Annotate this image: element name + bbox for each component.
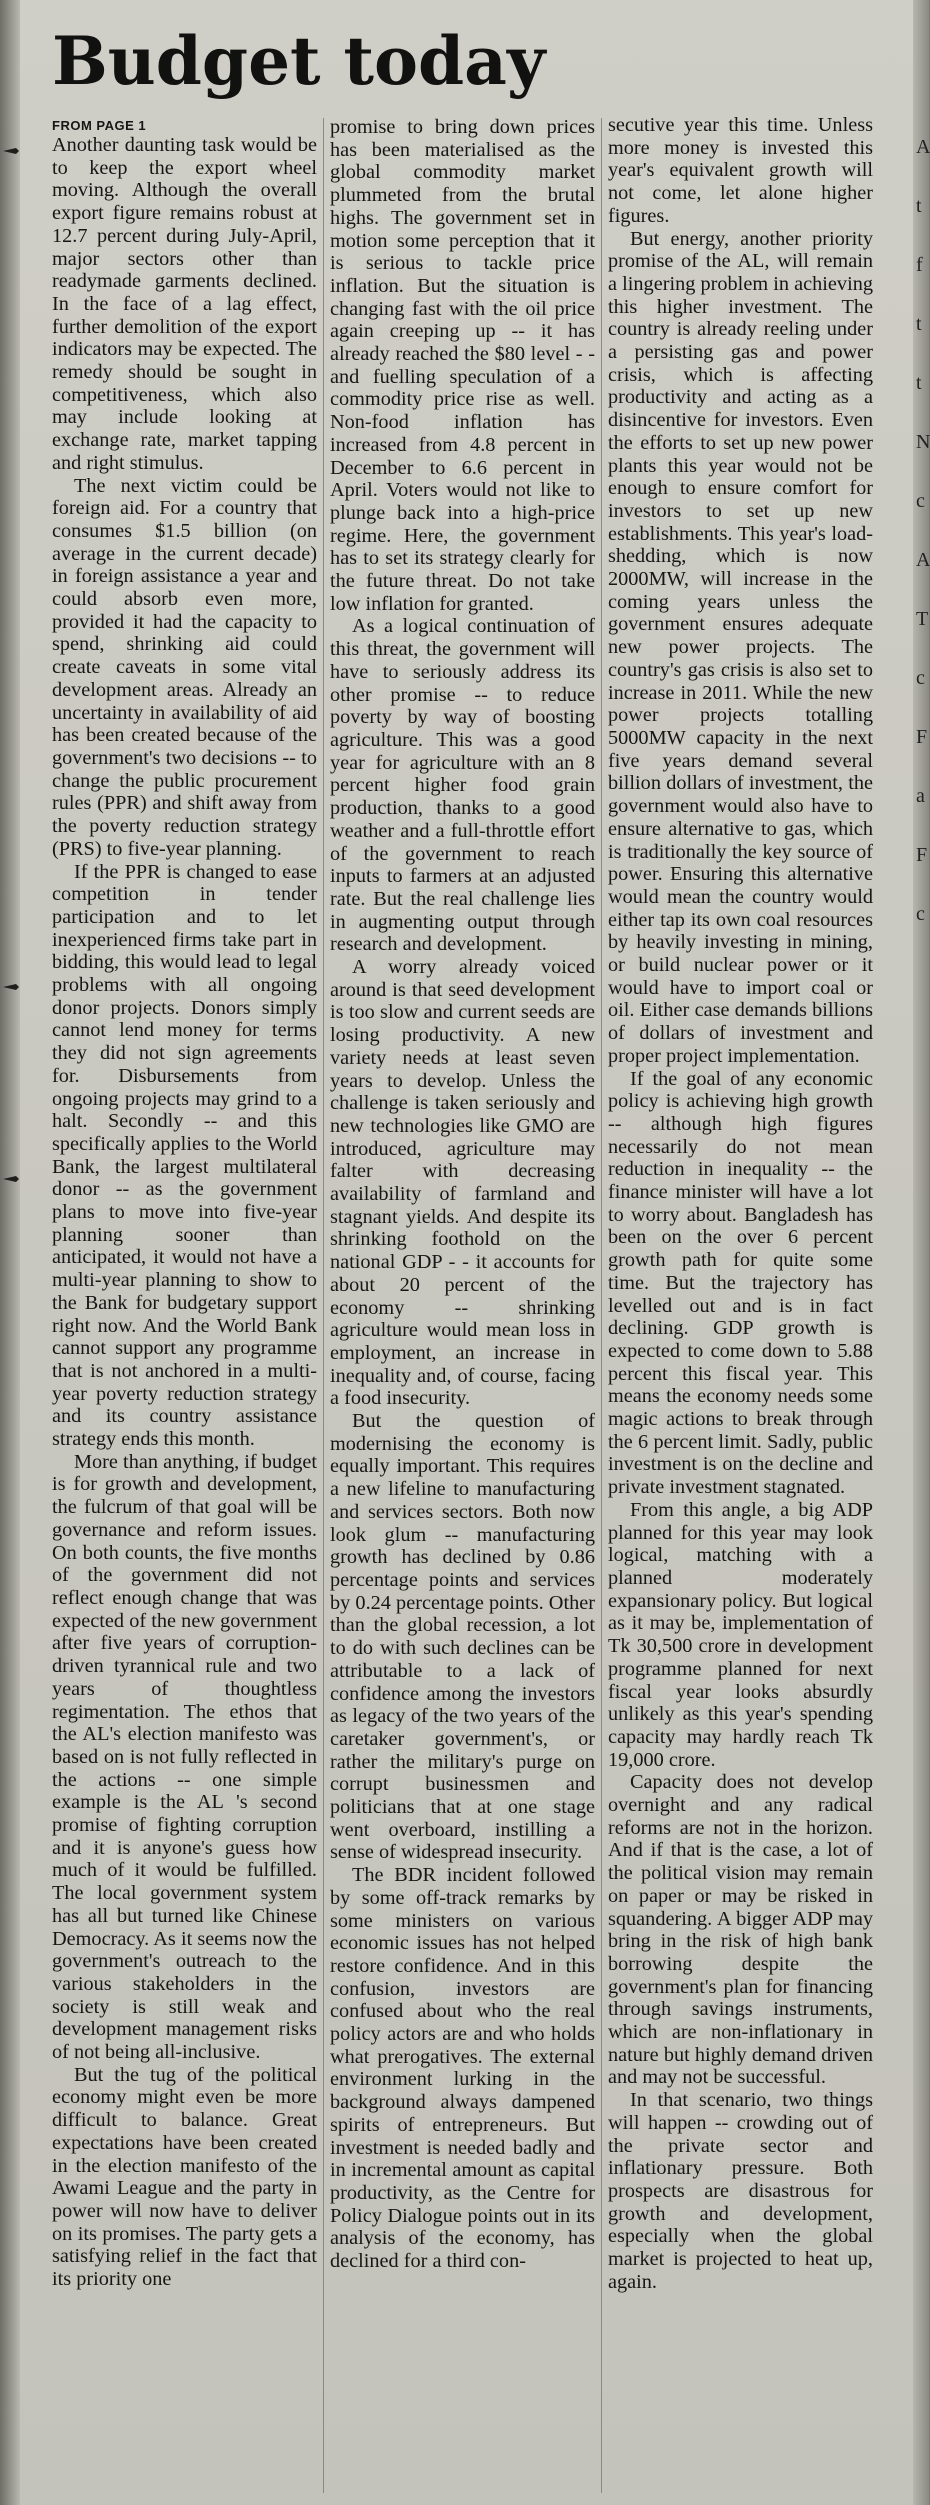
fragment-letter: N: [916, 431, 930, 453]
paragraph: The next victim could be foreign aid. For a country that consumes $1.5 billion (on average in the current decade) in foreign assistance a year and could absorb even more, provided it had the capacity to spend, shrinking aid could create caveats in some vital development areas. Already an uncertainty in availability of aid has been created because of the government's two decisions -- to change the public procurement rules (PPR) and shift away from the poverty reduction strategy (PRS) to five-year planning.: [52, 474, 317, 860]
paragraph: More than anything, if budget is for growth and development, the fulcrum of that goal will be governance and reform issues. On both counts, the five months of the government did not reflect enough change that was expected of the new government after five years of corruption-driven tyrannical rule and two years of thoughtless regimentation. The ethos that the AL's election manifesto was based on is not fully reflected in the actions -- one simple example is the AL 's second promise of fighting corruption and it is anyone's guess how much of it would be fulfilled. The local government system has all but turned like Chinese Democracy. As it seems now the government's outreach to the various stakeholders in the society is still weak and development management risks of not being all-inclusive.: [52, 1450, 317, 2064]
paragraph: But the question of modernising the economy is equally important. This requires a new lifeline to manufacturing and services sectors. Both now look glum -- manufacturing growth has declined by 0.86 percentage points and services by 0.24 percentage points. Other than the global recession, a lot to do with such declines can be attributable to a lack of confidence among the investors as legacy of the two years of the caretaker government's, or rather the military's purge on corrupt businessmen and politicians that at one stage went overboard, instilling a sense of widespread insecurity.: [330, 1410, 595, 1864]
adjacent-column-fragment: [916, 118, 929, 2493]
column-divider: [323, 118, 324, 2493]
column-3: [608, 114, 873, 2489]
paragraph: secutive year this time. Unless more money is invested this year's equivalent growth will not come, let alone higher figures.: [608, 114, 873, 227]
headline: Budget today: [52, 22, 546, 100]
fragment-letter: a: [916, 785, 925, 807]
page-edge-left: [0, 0, 20, 2505]
fragment-letter: t: [916, 195, 922, 217]
binding-pin-icon: [2, 1170, 20, 1188]
fragment-letter: c: [916, 667, 925, 689]
paragraph: In that scenario, two things will happen -- crowding out of the private sector and inflationary pressure. Both prospects are disastrous for growth and development, especially when the global market is projected to heat up, again.: [608, 2089, 873, 2293]
paragraph: promise to bring down prices has been materialised as the global commodity market plummeted from the brutal highs. The government set in motion some perception that it is serious to tackle price inflation. But the situation is changing fast with the oil price again creeping up -- it has already reached the $80 level - - and fuelling speculation of a commodity price rise as well. Non-food inflation has increased from 4.8 percent in December to 6.6 percent in April. Voters would not like to plunge back into a high-price regime. Here, the government has to set its strategy clearly for the future threat. Do not take low inflation for granted.: [330, 116, 595, 615]
article-body: [52, 114, 914, 2493]
fragment-letter: T: [916, 608, 929, 630]
binding-pin-icon: [2, 978, 20, 996]
fragment-letter: t: [916, 313, 922, 335]
paragraph: The BDR incident followed by some off-track remarks by some ministers on various economic issues has not helped restore confidence. And in this confusion, investors are confused about who the real policy actors are and who holds what prerogatives. The external environment lurking in the background always dampened spirits of entrepreneurs. But investment is needed badly and in incremental amount as capital productivity, as the Centre for Policy Dialogue points out in its analysis of the economy, has declined for a third con-: [330, 1864, 595, 2273]
paragraph: Another daunting task would be to keep the export wheel moving. Although the overall export figure remains robust at 12.7 percent during July-April, major sectors other than readymade garments declined. In the face of a lag effect, further demolition of the export indicators may be expected. The remedy should be sought in competitiveness, which also may include looking at exchange rate, market tapping and right stimulus.: [52, 134, 317, 474]
continued-from-label: FROM PAGE 1: [52, 118, 147, 133]
fragment-letter: f: [916, 254, 923, 276]
fragment-letter: F: [916, 844, 928, 866]
paragraph: If the goal of any economic policy is achieving high growth -- although high figures necessarily do not mean reduction in inequality -- the finance minister will have a lot to worry about. Bangladesh has been on the over 6 percent growth path for quite some time. But the trajectory has levelled out and is in fact declining. GDP growth is expected to come down to 5.88 percent this fiscal year. This means the economy needs some magic actions to break through the 6 percent limit. Sadly, public investment is on the decline and private investment stagnated.: [608, 1067, 873, 1499]
column-2: [330, 116, 595, 2491]
fragment-letter: t: [916, 372, 922, 394]
paragraph: But energy, another priority promise of the AL, will remain a lingering problem in achieving this higher investment. The country is already reeling under a persisting gas and power crisis, which is affecting productivity and acting as a disincentive for investors. Even the efforts to set up new power plants this year would not be enough to ensure comfort for investors to set up new establishments. This year's load-shedding, which is now 2000MW, will increase in the coming years unless the government ensures adequate new power projects. The country's gas crisis is also set to increase in 2011. While the new power projects totalling 5000MW capacity in the next five years demand several billion dollars of investment, the government would also have to ensure alternative to gas, which is traditionally the key source of power. Ensuring this alternative would mean the country would either tap its own coal resources by heavily investing in mining, or build nuclear power or it would have to import coal or oil. Either case demands billions of dollars of investment and proper project implementation.: [608, 227, 873, 1067]
column-divider: [601, 118, 602, 2493]
paragraph: From this angle, a big ADP planned for this year may look logical, matching with a planned moderately expansionary policy. But logical as it may be, implementation of Tk 30,500 crore in development programme planned for next fiscal year looks absurdly unlikely as this year's spending capacity may hardly reach Tk 19,000 crore.: [608, 1498, 873, 1771]
column-1: [52, 118, 317, 2493]
paragraph: Capacity does not develop overnight and any radical reforms are not in the horizon. And if that is the case, a lot of the political vision may remain on paper or may be risked in squandering. A bigger ADP may bring in the risk of high bank borrowing despite the government's plan for financing through savings instruments, which are non-inflationary in nature but highly demand driven and may not be successful.: [608, 1771, 873, 2089]
fragment-letter: F: [916, 726, 928, 748]
fragment-letter: A: [916, 136, 930, 158]
fragment-letter: c: [916, 490, 925, 512]
binding-pin-icon: [2, 142, 20, 160]
paragraph: A worry already voiced around is that seed development is too slow and current seeds are losing productivity. A new variety needs at least seven years to develop. Unless the challenge is taken seriously and new technologies like GMO are introduced, agriculture may falter with decreasing availability of farmland and stagnant yields. And despite its shrinking foothold on the national GDP - - it accounts for about 20 percent of the economy -- shrinking agriculture would mean loss in employment, an increase in inequality and, of course, facing a food insecurity.: [330, 956, 595, 1410]
paragraph: If the PPR is changed to ease competition in tender participation and to let inexperienced firms take part in bidding, this would lead to legal problems with all ongoing donor projects. Donors simply cannot lend money for terms they did not sign agreements for. Disbursements from ongoing projects may grind to a halt. Secondly -- and this specifically applies to the World Bank, the largest multilateral donor -- as the government plans to move into five-year planning sooner than anticipated, it would not have a multi-year planning to show to the Bank for budgetary support right now. And the World Bank cannot support any programme that is not anchored in a multi-year poverty reduction strategy and its country assistance strategy ends this month.: [52, 860, 317, 1451]
paragraph: As a logical continuation of this threat, the government will have to seriously address its other promise -- to reduce poverty by way of boosting agriculture. This was a good year for agriculture with an 8 percent higher food grain production, thanks to a good weather and a full-throttle effort of the government to reach inputs to farmers at an adjusted rate. But the real challenge lies in augmenting output through research and development.: [330, 615, 595, 956]
fragment-letter: c: [916, 903, 925, 925]
paragraph: But the tug of the political economy might even be more difficult to balance. Great expectations have been created in the election manifesto of the Awami League and the party in power will now have to deliver on its promises. The party gets a satisfying relief in the fact that its priority one: [52, 2063, 317, 2291]
fragment-letter: A: [916, 549, 930, 571]
